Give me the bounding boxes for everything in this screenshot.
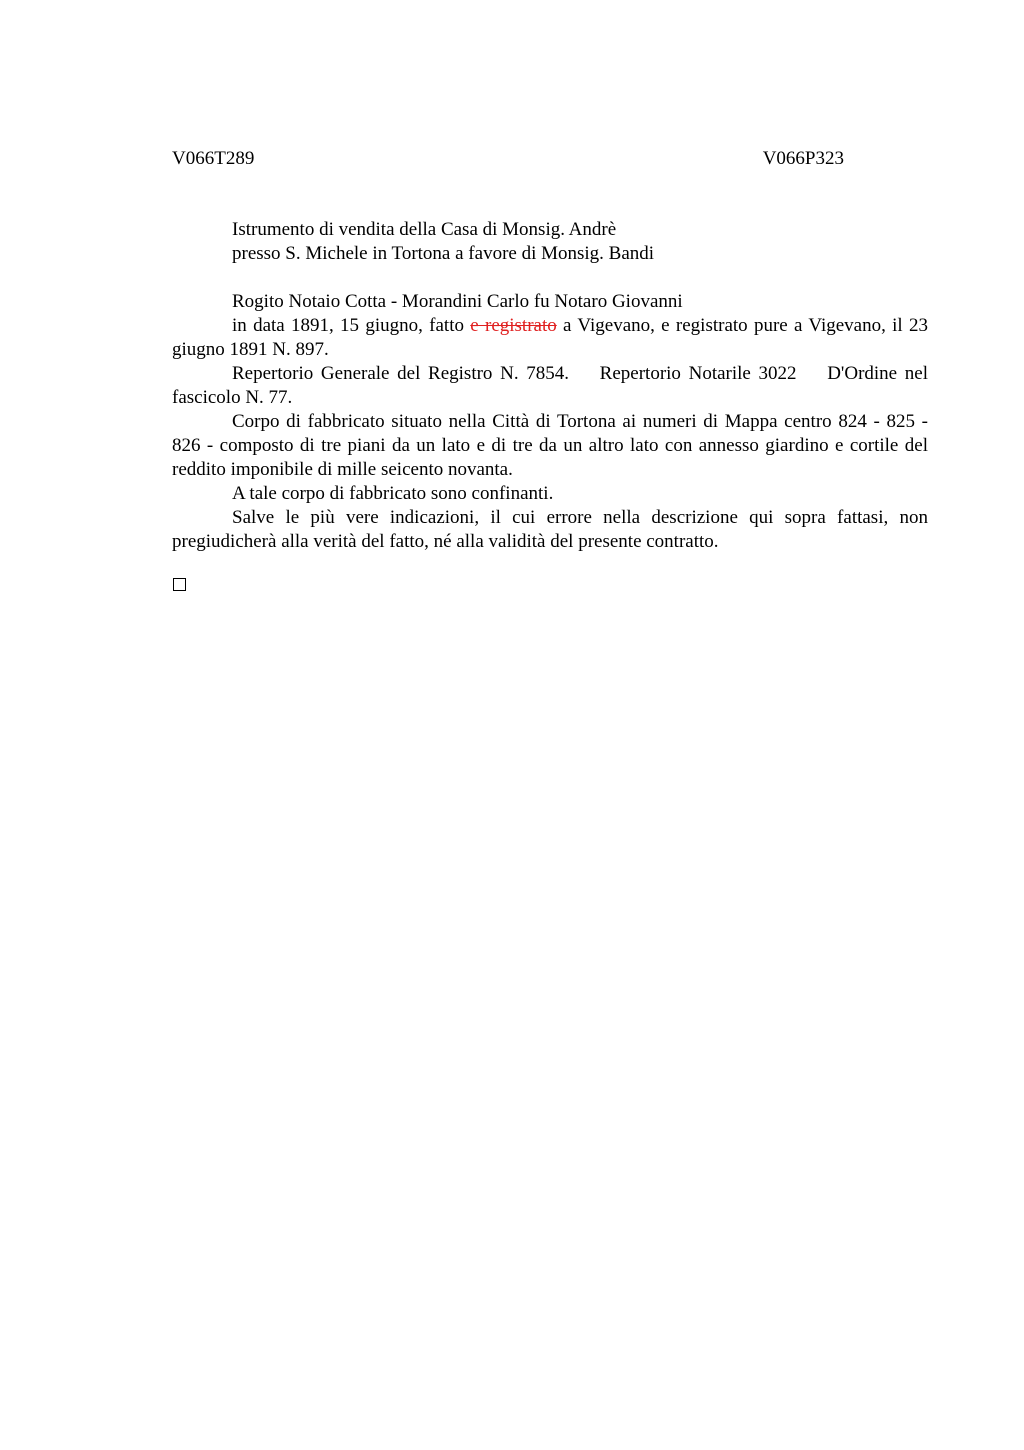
paragraph-corpo: Corpo di fabbricato situato nella Città di Tortona ai numeri di Mappa centro 824 - 825 - 826 - composto di tre piani da un lato e di tre da un altro lato con annesso giardino e cortile del reddito imponibile di mille seicento novanta.	[172, 411, 928, 480]
rogito-line: Rogito Notaio Cotta - Morandini Carlo fu Notaro Giovanni	[232, 291, 683, 312]
header-left-code: V066T289	[172, 148, 255, 169]
checkbox-glyph	[173, 578, 186, 591]
struck-text: e registrato	[470, 315, 557, 336]
title-line-1: Istrumento di vendita della Casa di Monsig. Andrè	[232, 219, 617, 240]
document-body	[172, 218, 933, 554]
spacer	[172, 266, 928, 290]
header-right-code: V066P323	[762, 148, 844, 169]
page-header	[172, 147, 844, 171]
paragraph-data-end: a Vigevano, e registrato pure a Vigevano, il 23 giugno 1891 N. 897.	[172, 315, 928, 360]
paragraph-data-start: in data 1891, 15 giugno, fatto	[232, 315, 471, 336]
paragraph-data	[172, 314, 928, 362]
paragraph-salve: Salve le più vere indicazioni, il cui errore nella descrizione qui sopra fattasi, non pregiudicherà alla verità del fatto, né alla validità del presente contratto.	[172, 507, 928, 552]
paragraph-confinanti: A tale corpo di fabbricato sono confinanti.	[232, 483, 554, 504]
title-line-2: presso S. Michele in Tortona a favore di Monsig. Bandi	[232, 243, 655, 264]
paragraph-repertorio: Repertorio Generale del Registro N. 7854. Repertorio Notarile 3022 D'Ordine nel fascicolo N. 77.	[172, 363, 933, 408]
